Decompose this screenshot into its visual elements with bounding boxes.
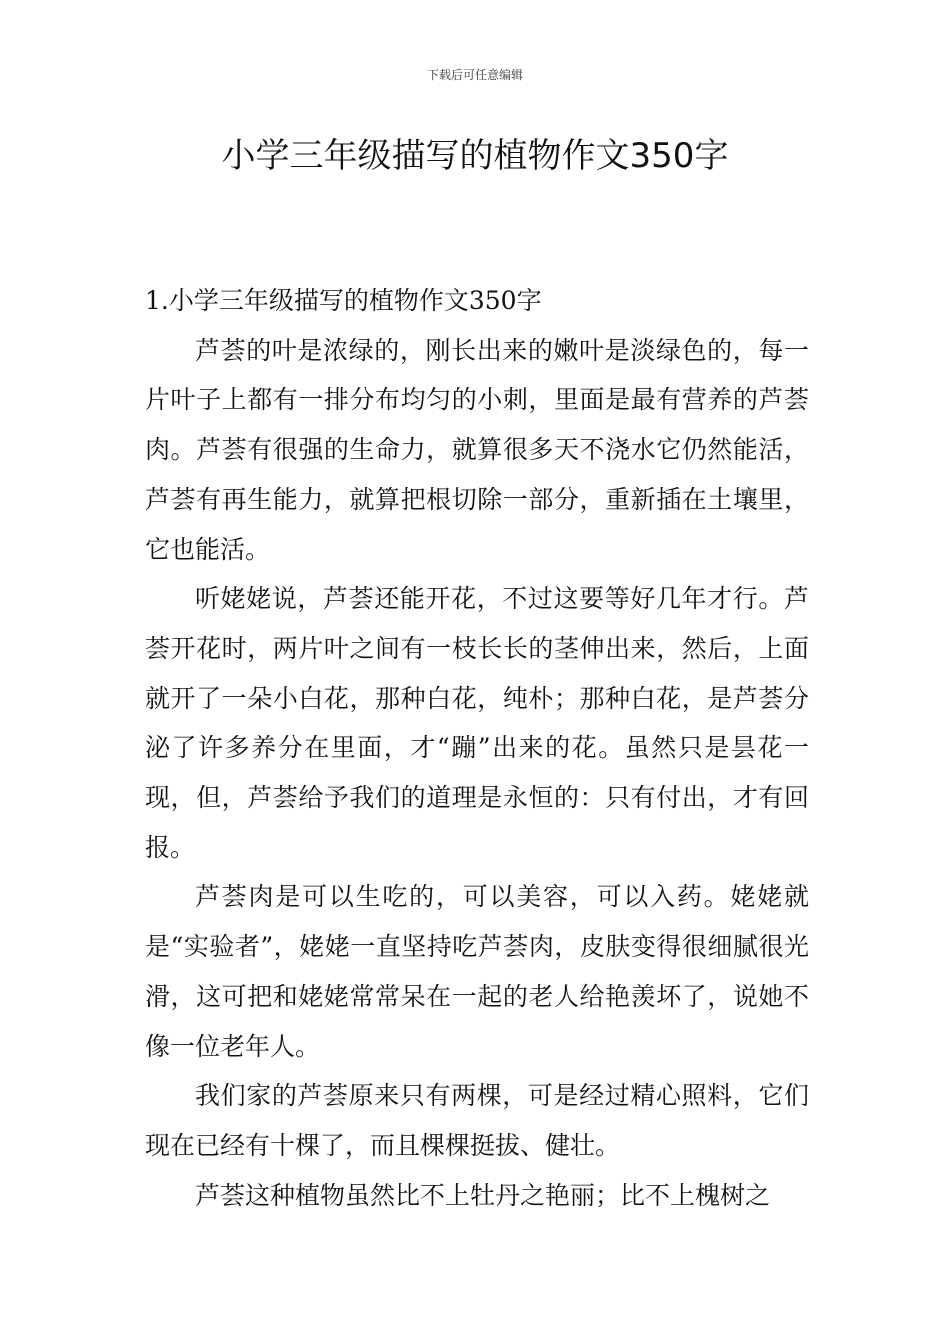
- paragraph: 芦荟的叶是浓绿的，刚长出来的嫩叶是淡绿色的，每一片叶子上都有一排分布均匀的小刺，里面是最有营养的芦荟肉。芦荟有很强的生命力，就算很多天不浇水它仍然能活，芦荟有再生能力，就算把根切除一部分，重新插在土壤里，它也能活。: [145, 335, 809, 564]
- paragraph: 听姥姥说，芦荟还能开花，不过这要等好几年才行。芦荟开花时，两片叶之间有一枝长长的茎伸出来，然后，上面就开了一朵小白花，那种白花，纯朴；那种白花，是芦荟分泌了许多养分在里面，才“蹦”出来的花。虽然只是昙花一现，但，芦荟给予我们的道理是永恒的：只有付出，才有回报。: [145, 584, 809, 862]
- document-body: [145, 276, 809, 1220]
- paragraph: 芦荟这种植物虽然比不上牡丹之艳丽；比不上槐树之: [195, 1180, 771, 1210]
- paragraph: 我们家的芦荟原来只有两棵，可是经过精心照料，它们现在已经有十棵了，而且棵棵挺拔、健壮。: [145, 1081, 809, 1160]
- paragraph: 芦荟肉是可以生吃的，可以美容，可以入药。姥姥就是“实验者”，姥姥一直坚持吃芦荟肉，皮肤变得很细腻很光滑，这可把和姥姥常常呆在一起的老人给艳羡坏了，说她不像一位老年人。: [145, 882, 809, 1061]
- document-title: 小学三年级描写的植物作文350字: [221, 136, 729, 176]
- section-heading: 1.小学三年级描写的植物作文350字: [145, 286, 542, 315]
- header-note: 下载后可任意编辑: [426, 68, 523, 82]
